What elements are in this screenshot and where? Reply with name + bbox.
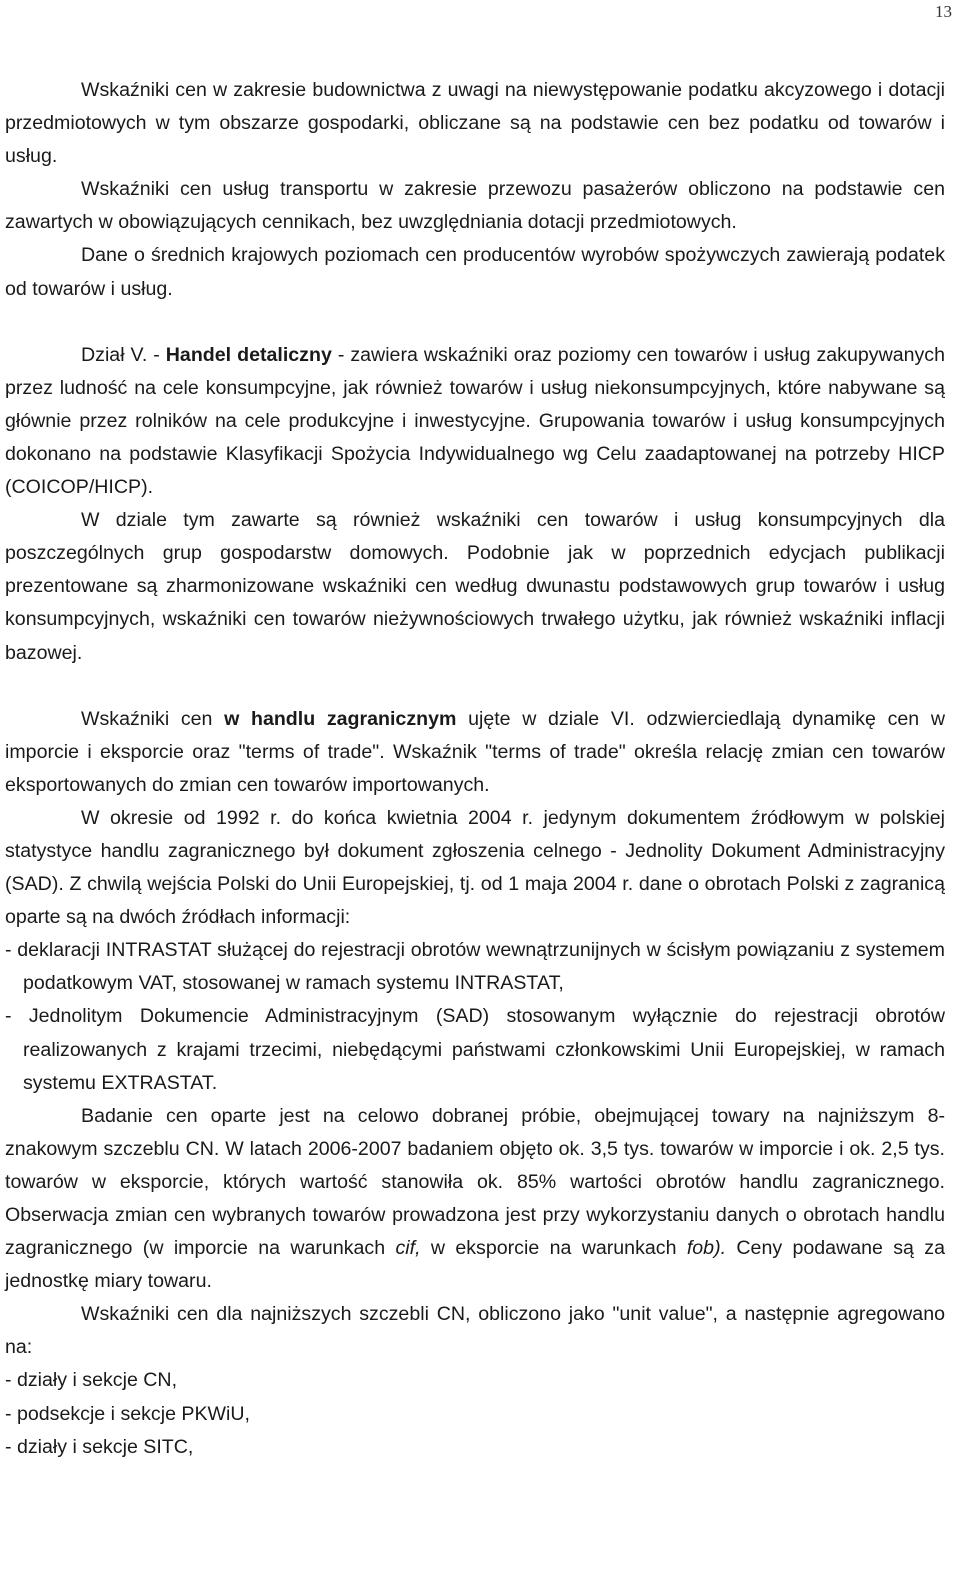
section-label: Dział V. - xyxy=(81,343,166,366)
list-item: - działy i sekcje SITC, xyxy=(5,1435,194,1458)
paragraph-construction: Wskaźniki cen w zakresie budownictwa z uwagi na niewystępowanie podatku akcyzowego i dotacji przedmiotowych w tym obszarze gospodarki, obliczane są na podstawie cen bez podatku od towarów i usług. xyxy=(5,79,945,168)
paragraph-sources: W okresie od 1992 r. do końca kwietnia 2004 r. jedynym dokumentem źródłowym w polskiej statystyce handlu zagranicznego był dokument zgłoszenia celnego - Jednolity Dokument Administracyjny (SAD). Z chwilą wejścia Polski do Unii Europejskiej, tj. od 1 maja 2004 r. dane o obrotach Polski z zagranicą oparte są na dwóch źródłach informacji: xyxy=(5,806,945,929)
list-item: - deklaracji INTRASTAT służącej do rejestracji obrotów wewnątrzunijnych w ścisłym powiązaniu z systemem podatkowym VAT, stosowanej w ramach systemu INTRASTAT, xyxy=(5,939,945,995)
paragraph-foreign-trade xyxy=(5,703,945,802)
paragraph-sample-text-2: w eksporcie na warunkach xyxy=(420,1237,687,1260)
list-item: - działy i sekcje CN, xyxy=(5,1369,178,1392)
paragraph-transport: Wskaźniki cen usług transportu w zakresie przewozu pasażerów obliczono na podstawie cen zawartych w obowiązujących cennikach, bez uwzględniania dotacji przedmiotowych. xyxy=(5,178,945,234)
paragraph-retail-text: - zawiera wskaźniki oraz poziomy cen towarów i usług zakupywanych przez ludność na cele konsumpcyjne, jak również towarów i usług niekonsumpcyjnych, które nabywane są głównie przez rolników na cele produkcyjne i inwestycyjne. Grupowania towarów i usług konsumpcyjnych dokonano na podstawie Klasyfikacji Spożycia Indywidualnego wg Celu zaadaptowanej na potrzeby HICP (COICOP/HICP). xyxy=(5,343,946,499)
paragraph-foreign-trade-text: ujęte w dziale VI. odzwierciedlają dynamikę cen w imporcie i eksporcie oraz "terms of trade". Wskaźnik "terms of trade" określa relację zmian cen towarów eksportowanych do zmian cen towarów importowanych. xyxy=(5,707,945,796)
term-cif: cif, xyxy=(395,1237,421,1260)
paragraph-sample xyxy=(5,1100,945,1299)
paragraph-sample-text-3: Ceny podawane są za jednostkę miary towaru. xyxy=(5,1237,946,1293)
section-title-retail: Handel detaliczny xyxy=(165,343,332,366)
list-item: - podsekcje i sekcje PKWiU, xyxy=(5,1402,250,1425)
paragraph-sample-text: Badanie cen oparte jest na celowo dobranej próbie, obejmującej towary na najniższym 8-znakowym szczeblu CN. W latach 2006-2007 badaniem objęto ok. 3,5 tys. towarów w imporcie i ok. 2,5 tys. towarów w eksporcie, których wartość stanowiła ok. 85% wartości obrotów handlu zagranicznego. Obserwacja zmian cen wybranych towarów prowadzona jest przy wykorzystaniu danych o obrotach handlu zagranicznego (w imporcie na warunkach xyxy=(5,1104,945,1260)
paragraph-retail xyxy=(5,339,945,504)
paragraph-foreign-trade-lead: Wskaźniki cen xyxy=(81,707,225,730)
document-body xyxy=(5,74,945,1464)
page-number: 13 xyxy=(935,2,952,21)
section-title-foreign-trade: w handlu zagranicznym xyxy=(224,707,457,730)
paragraph-unit-value: Wskaźniki cen dla najniższych szczebli CN, obliczono jako "unit value", a następnie agregowano na: xyxy=(5,1303,945,1359)
term-fob: fob). xyxy=(686,1237,727,1260)
paragraph-households: W dziale tym zawarte są również wskaźniki cen towarów i usług konsumpcyjnych dla poszczególnych grup gospodarstw domowych. Podobnie jak w poprzednich edycjach publikacji prezentowane są zharmonizowane wskaźniki cen według dwunastu podstawowych grup towarów i usług konsumpcyjnych, wskaźniki cen towarów nieżywnościowych trwałego użytku, jak również wskaźniki inflacji bazowej. xyxy=(5,509,945,664)
list-item: - Jednolitym Dokumencie Administracyjnym (SAD) stosowanym wyłącznie do rejestracji obrotów realizowanych z krajami trzecimi, niebędącymi państwami członkowskimi Unii Europejskiej, w ramach systemu EXTRASTAT. xyxy=(5,1005,945,1094)
paragraph-food-producers: Dane o średnich krajowych poziomach cen producentów wyrobów spożywczych zawierają podatek od towarów i usług. xyxy=(5,244,945,300)
